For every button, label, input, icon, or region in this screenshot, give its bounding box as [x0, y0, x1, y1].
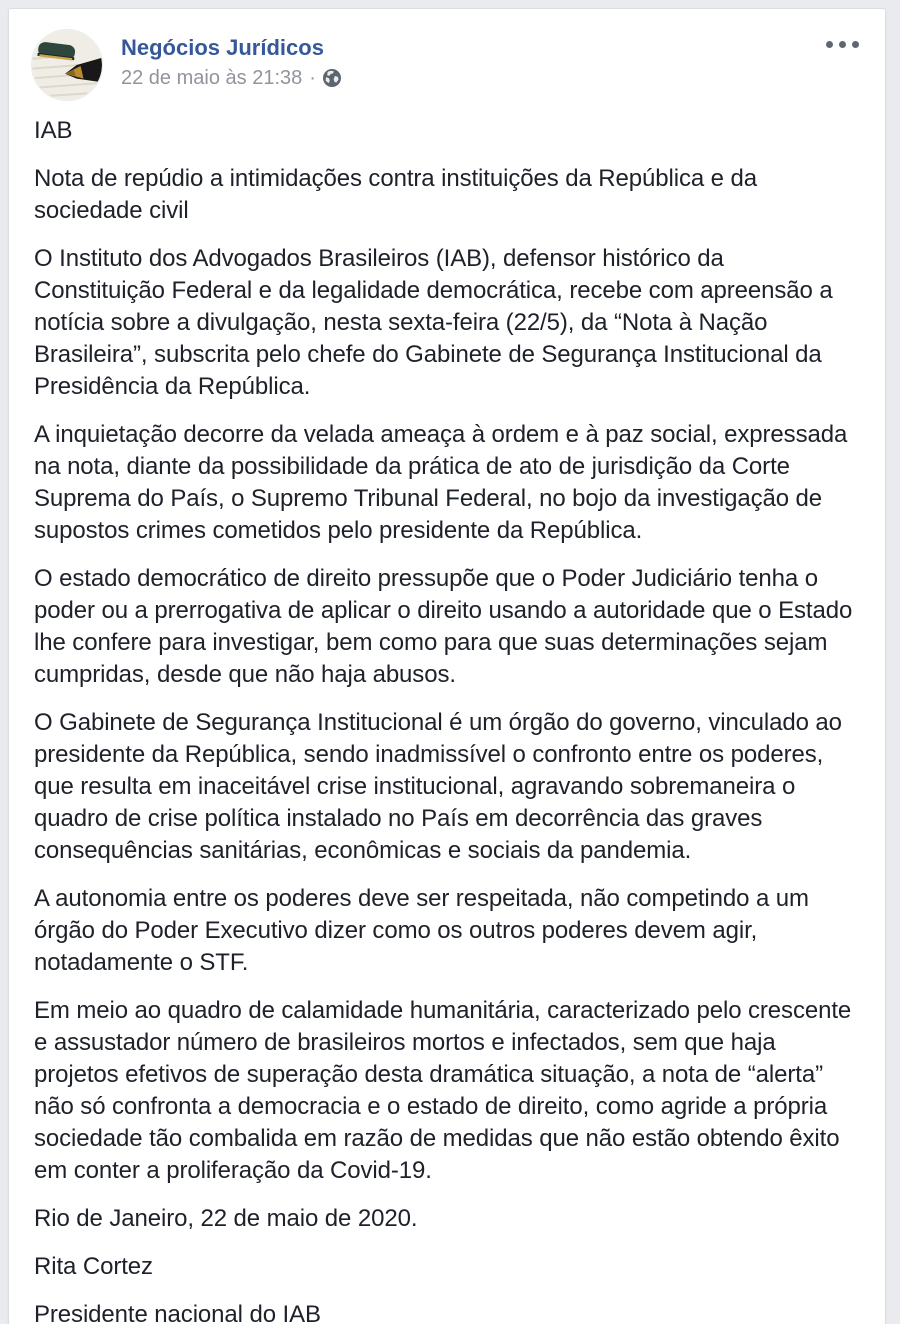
- avatar[interactable]: [31, 29, 103, 101]
- post-paragraph: O Instituto dos Advogados Brasileiros (IAB), defensor histórico da Constituição Federal e da legalidade democrática, recebe com apreensão a notícia sobre a divulgação, nesta sexta-feira (22/5), da “Nota à Nação Brasileira”, subscrita pelo chefe do Gabinete de Segurança Institucional da Presidência da República.: [34, 245, 833, 400]
- post-paragraph: Em meio ao quadro de calamidade humanitária, caracterizado pelo crescente e assustador número de brasileiros mortos e infectados, sem que haja projetos efetivos de superação desta dramática situação, a nota de “alerta” não só confronta a democracia e o estado de direito, como agride a própria sociedade tão combalida em razão de medidas que não estão obtendo êxito em conter a proliferação da Covid-19.: [34, 997, 852, 1184]
- post-paragraph: Presidente nacional do IAB: [34, 1301, 321, 1324]
- timestamp-link[interactable]: 22 de maio às 21:38: [121, 67, 303, 89]
- post-paragraph: Rio de Janeiro, 22 de maio de 2020.: [34, 1205, 418, 1232]
- post-paragraph: Nota de repúdio a intimidações contra instituições da República e da sociedade civil: [34, 165, 757, 224]
- post-header: [9, 9, 885, 101]
- globe-public-icon: [323, 69, 341, 87]
- fountain-pen-photo-icon: [32, 30, 102, 100]
- post-text: [9, 101, 885, 1324]
- post-options-button[interactable]: [820, 33, 865, 56]
- facebook-post-card: [8, 8, 886, 1324]
- post-paragraph: O Gabinete de Segurança Institucional é um órgão do governo, vinculado ao presidente da República, sendo inadmissível o confronto entre os poderes, que resulta em inaceitável crise institucional, agravando sobremaneira o quadro de crise política instalado no País em decorrência das graves consequências sanitárias, econômicas e sociais da pandemia.: [34, 709, 842, 864]
- post-paragraph: A inquietação decorre da velada ameaça à ordem e à paz social, expressada na nota, diante da possibilidade da prática de ato de jurisdição da Corte Suprema do País, o Supremo Tribunal Federal, no bojo da investigação de supostos crimes cometidos pelo presidente da República.: [34, 421, 848, 544]
- post-meta: [121, 66, 341, 90]
- post-paragraph: O estado democrático de direito pressupõe que o Poder Judiciário tenha o poder ou a prerrogativa de aplicar o direito usando a autoridade que o Estado lhe confere para investigar, bem como para que suas determinações sejam cumpridas, desde que não haja abusos.: [34, 565, 853, 688]
- meta-separator: ·: [309, 67, 316, 89]
- post-header-text: [121, 29, 341, 90]
- author-link[interactable]: Negócios Jurídicos: [121, 35, 324, 60]
- post-paragraph: Rita Cortez: [34, 1253, 153, 1280]
- post-paragraph: A autonomia entre os poderes deve ser respeitada, não competindo a um órgão do Poder Executivo dizer como os outros poderes devem agir, notadamente o STF.: [34, 885, 809, 976]
- post-paragraph: IAB: [34, 117, 73, 144]
- ellipsis-icon: [826, 41, 833, 48]
